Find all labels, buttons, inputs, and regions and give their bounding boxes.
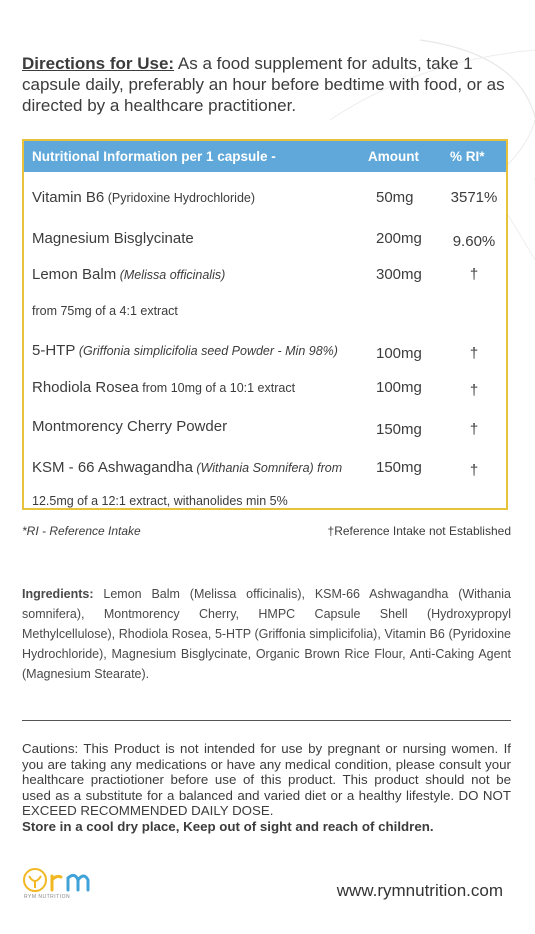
nutrient-name: KSM - 66 Ashwagandha (32, 459, 193, 476)
ingredients-text: Lemon Balm (Melissa officinalis), KSM-66 Ashwagandha (Withania somnifera), Montmorency Cherry, HMPC Capsule Shell (Hydroxypropyl Methylcellulose), Rhodiola Rosea, 5-HTP (Griffonia simplicifolia), Vitamin B6 (Pyridoxine Hydrochloride), Magnesium Bisglycinate, Organic Brown Rice Flour, Anti-Caking Agent (Magnesium Stearate). (22, 587, 511, 681)
cautions (22, 741, 511, 834)
nutrition-header-ri: % RI* (450, 149, 485, 164)
storage-text: Store in a cool dry place, Keep out of sight and reach of children. (22, 818, 434, 834)
nutrient-name: Vitamin B6 (32, 189, 105, 206)
nutrient-amount: 100mg (376, 379, 422, 396)
nutrient-amount: 50mg (376, 189, 414, 206)
directions-for-use (22, 53, 522, 116)
nutrition-table (22, 139, 508, 510)
nutrient-amount: 150mg (376, 421, 422, 438)
directions-text: As a food supplement for adults, take 1 capsule daily, preferably an hour before bedtime with food, or as directed by a healthcare practitioner. (22, 54, 505, 115)
nutrient-detail: (Withania Somnifera) from (192, 461, 343, 475)
nutrient-ri: 3571% (450, 189, 498, 206)
ingredients (22, 584, 511, 684)
nutrient-detail: (Pyridoxine Hydrochloride) (104, 191, 256, 205)
footnote-ri: *RI - Reference Intake (22, 524, 141, 538)
directions-label: Directions for Use: (22, 54, 175, 73)
nutrition-header-amount: Amount (368, 149, 419, 164)
nutrient-ri: † (469, 462, 479, 479)
website-link[interactable]: www.rymnutrition.com (336, 881, 503, 900)
nutrient-detail: from 10mg of a 10:1 extract (138, 381, 296, 395)
nutrition-table-header (24, 141, 506, 172)
nutrient-continuation: 12.5mg of a 12:1 extract, withanolides min 5% (32, 494, 288, 508)
nutrient-ri: † (469, 421, 479, 438)
nutrient-detail: (Melissa officinalis) (116, 268, 226, 282)
ingredients-label: Ingredients: (22, 587, 94, 601)
nutrient-name: Lemon Balm (32, 266, 117, 283)
nutrient-name: Rhodiola Rosea (32, 379, 139, 396)
nutrient-name: Magnesium Bisglycinate (32, 230, 194, 247)
cautions-text: Cautions: This Product is not intended for use by pregnant or nursing women. If you are taking any medications or have any medical condition, please consult your healthcare practiotioner before use of this product. This product should not be used as a substitute for a balanced and varied diet or a healthy lifestyle. DO NOT EXCEED RECOMMENDED DAILY DOSE. (22, 741, 511, 818)
nutrition-header-title: Nutritional Information per 1 capsule - (32, 149, 276, 164)
nutrient-detail: (Griffonia simplicifolia seed Powder - Min 98%) (75, 344, 338, 358)
nutrient-amount: 150mg (376, 459, 422, 476)
nutrient-ri: † (469, 382, 479, 399)
nutrient-name: 5-HTP (32, 342, 76, 359)
nutrient-ri: 9.60% (452, 233, 496, 250)
nutrient-name: Montmorency Cherry Powder (32, 418, 228, 435)
nutrient-amount: 100mg (376, 345, 422, 362)
footnote-not-established: †Reference Intake not Established (327, 524, 511, 538)
nutrient-amount: 300mg (376, 266, 422, 283)
section-divider (22, 720, 511, 721)
nutrient-ri: † (469, 266, 479, 283)
nutrient-ri: † (469, 345, 479, 362)
logo-wordmark: RYM NUTRITION (24, 894, 71, 900)
nutrient-amount: 200mg (376, 230, 422, 247)
nutrient-continuation: from 75mg of a 4:1 extract (32, 304, 178, 318)
